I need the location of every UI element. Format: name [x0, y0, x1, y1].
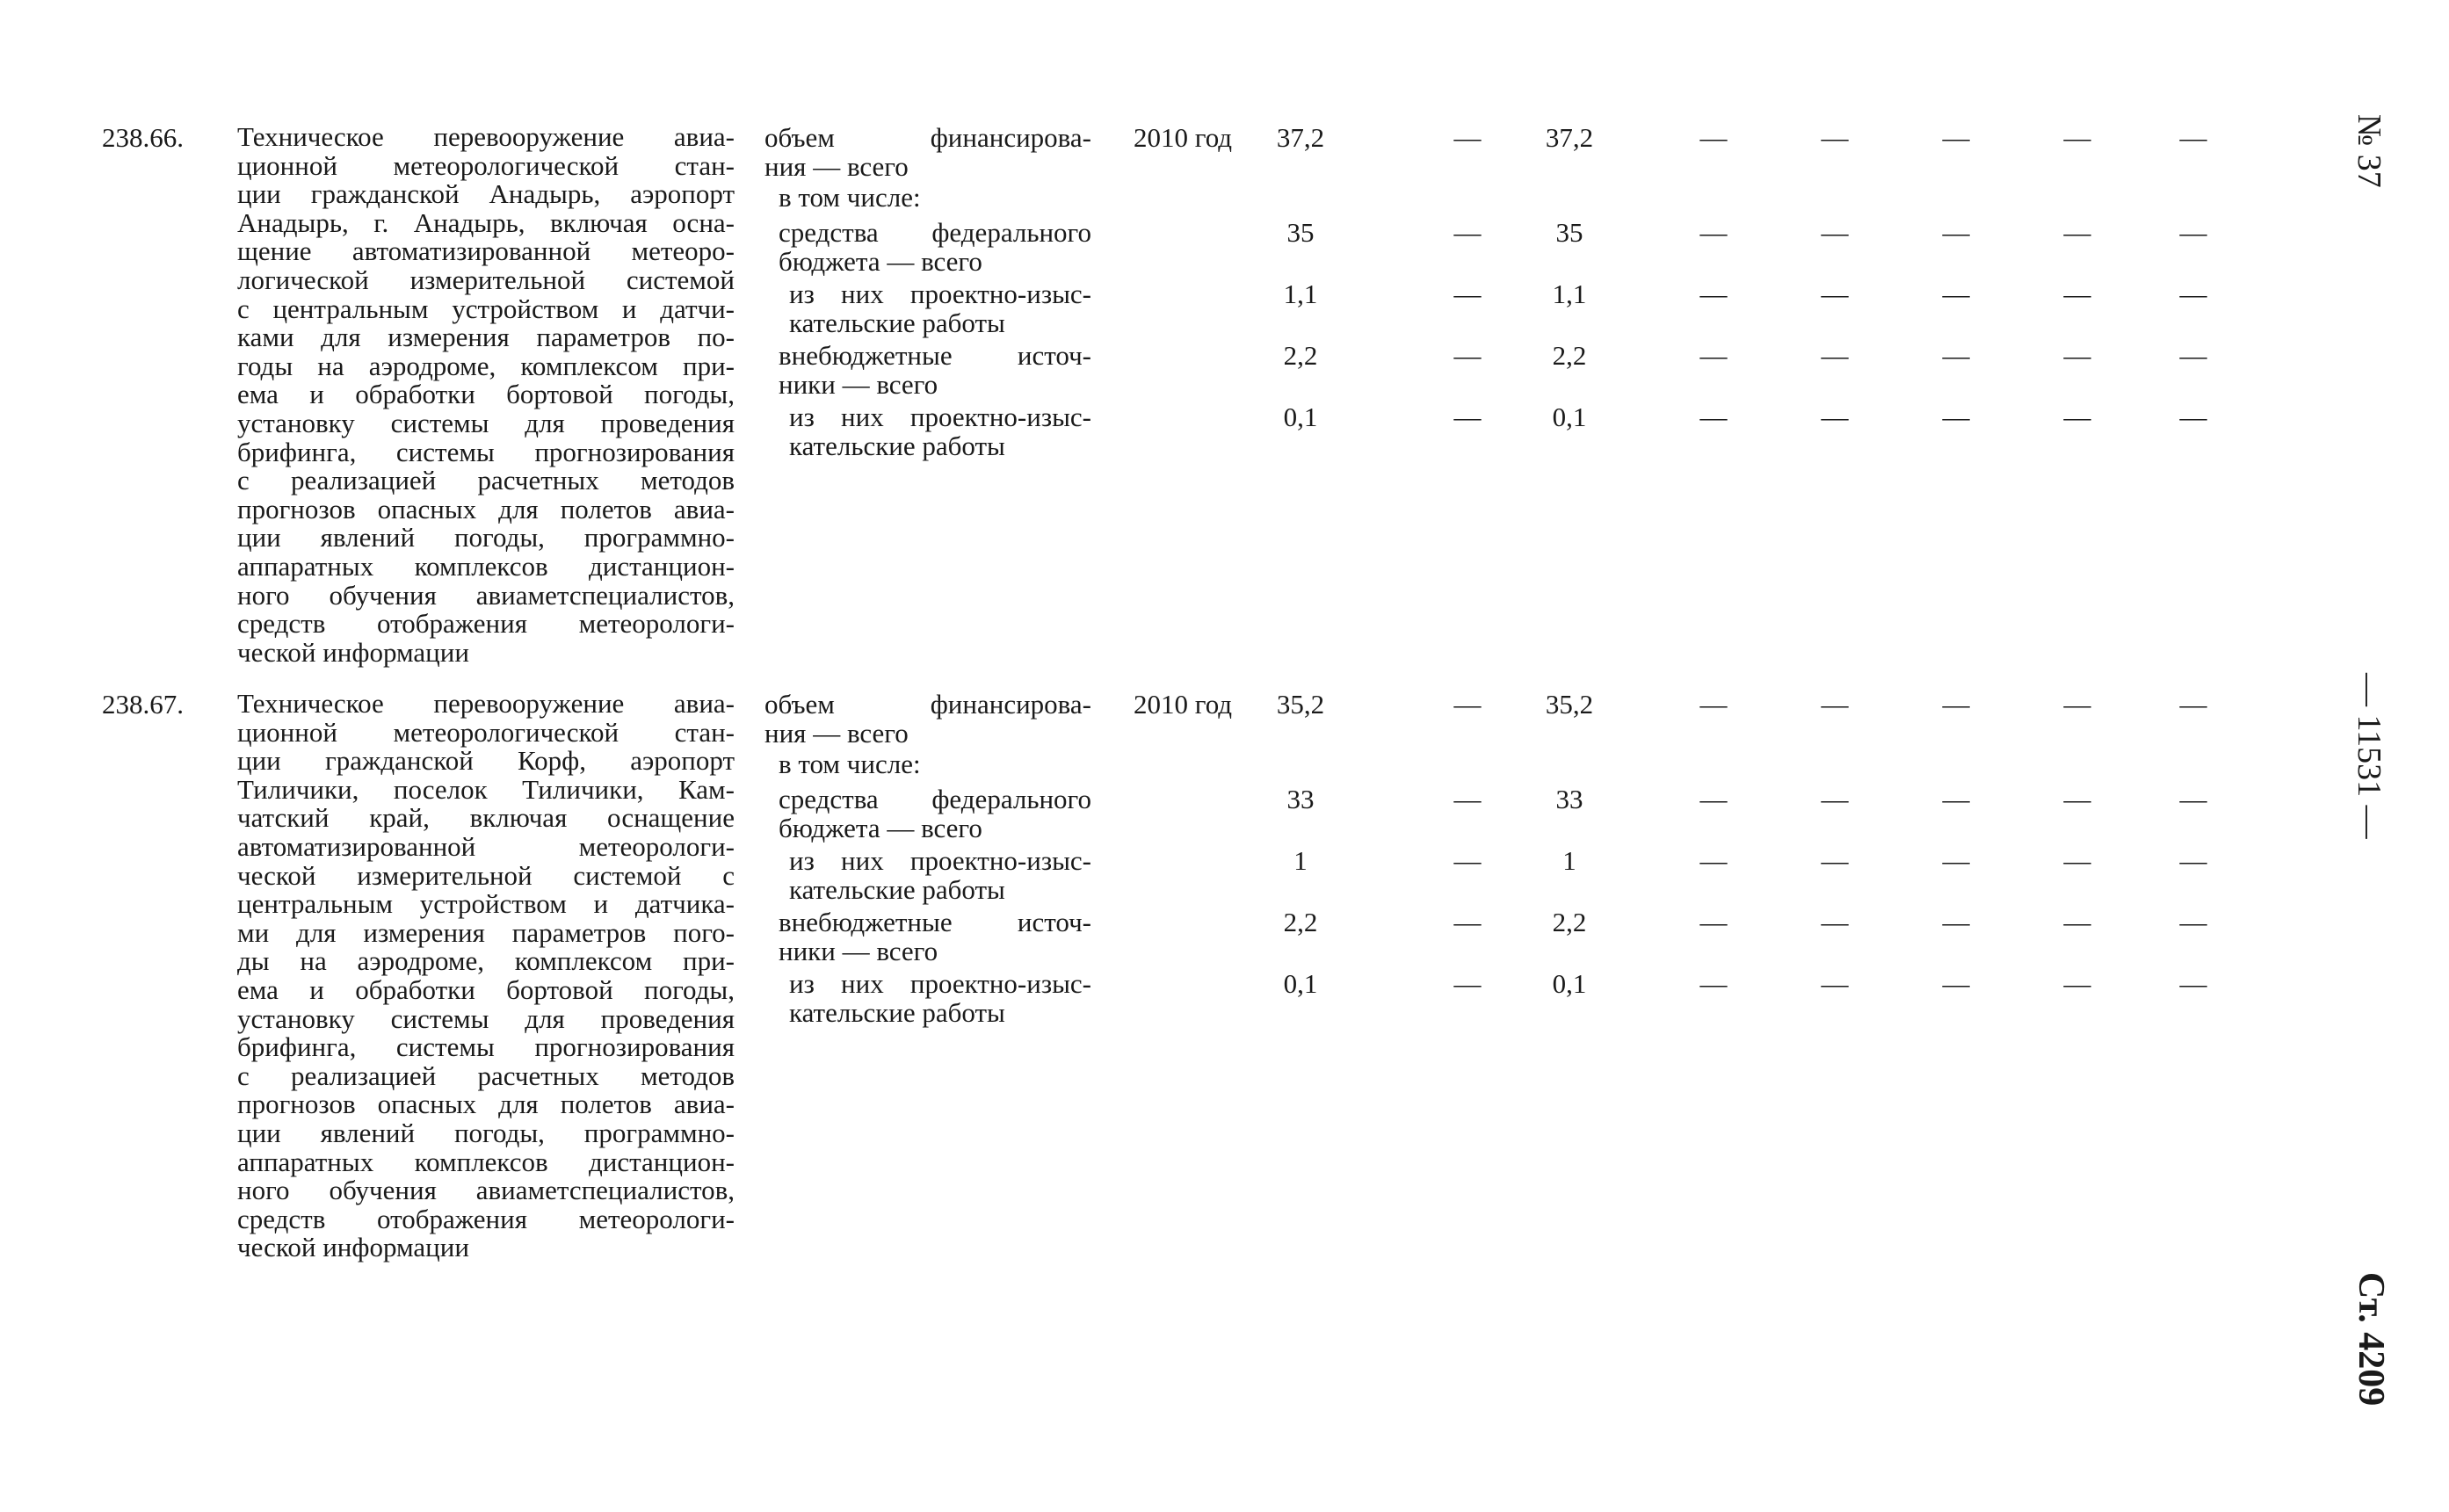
- description-line: ема и обработки бортовой погоды,: [237, 973, 735, 1005]
- description-line: ды на аэродроме, комплексом при-: [237, 945, 735, 977]
- dash-cell: —: [1453, 968, 1482, 999]
- dash-cell: —: [1821, 907, 1849, 937]
- description-line: чатский край, включая оснащение: [237, 802, 735, 834]
- value-cell: 33: [1286, 784, 1315, 814]
- description-line: ного обучения авиаметспециалистов,: [237, 1175, 735, 1206]
- financing-label-line: из них проектно-изыс-: [789, 279, 1091, 309]
- financing-label-line: ники — всего: [779, 936, 938, 966]
- dash-cell: —: [1942, 402, 1970, 432]
- dash-cell: —: [2063, 845, 2091, 876]
- dash-cell: —: [1942, 784, 1970, 814]
- value-cell: 0,1: [1552, 968, 1587, 999]
- dash-cell: —: [1821, 122, 1849, 153]
- dash-cell: —: [1942, 907, 1970, 937]
- financing-label-line: в том числе:: [779, 182, 921, 213]
- dash-cell: —: [1821, 968, 1849, 999]
- value-cell: 33: [1555, 784, 1583, 814]
- description-line: логической измерительной системой: [237, 264, 735, 295]
- dash-cell: —: [2063, 402, 2091, 432]
- description-line: ции гражданской Корф, аэропорт: [237, 745, 735, 777]
- description-line: установку системы для проведения: [237, 407, 735, 438]
- financing-label-line: ния — всего: [764, 151, 909, 182]
- description-line: автоматизированной метеорологи-: [237, 830, 735, 862]
- description-line: ции явлений погоды, программно-: [237, 522, 735, 553]
- value-cell: 35,2: [1545, 689, 1594, 720]
- dash-cell: —: [1821, 279, 1849, 309]
- dash-cell: —: [1821, 689, 1849, 720]
- financing-label-line: кательские работы: [789, 307, 1005, 338]
- entry-description: [237, 690, 735, 1262]
- description-line: ного обучения авиаметспециалистов,: [237, 579, 735, 611]
- dash-cell: —: [2063, 217, 2091, 248]
- financing-label: [779, 341, 1091, 399]
- description-line: ческой измерительной системой с: [237, 859, 735, 891]
- dash-cell: —: [1453, 784, 1482, 814]
- value-cell: 2,2: [1552, 907, 1587, 937]
- dash-cell: —: [1942, 340, 1970, 371]
- dash-cell: —: [1699, 402, 1728, 432]
- description-line: прогнозов опасных для полетов авиа-: [237, 493, 735, 524]
- description-line: с центральным устройством и датчи-: [237, 293, 735, 324]
- value-cell: 37,2: [1545, 122, 1594, 153]
- dash-cell: —: [2063, 122, 2091, 153]
- entry-description: [237, 123, 735, 667]
- dash-cell: —: [2063, 968, 2091, 999]
- dash-cell: —: [1453, 845, 1482, 876]
- description-line: Анадырь, г. Анадырь, включая осна-: [237, 206, 735, 238]
- financing-label-line: ники — всего: [779, 369, 938, 400]
- dash-cell: —: [2179, 279, 2207, 309]
- financing-label-line: средства федерального: [779, 217, 1091, 248]
- dash-cell: —: [1699, 907, 1728, 937]
- dash-cell: —: [2179, 340, 2207, 371]
- description-line: ции гражданской Анадырь, аэропорт: [237, 178, 735, 210]
- dash-cell: —: [2179, 689, 2207, 720]
- dash-cell: —: [1821, 340, 1849, 371]
- description-line: ема и обработки бортовой погоды,: [237, 379, 735, 410]
- financing-label-line: средства федерального: [779, 784, 1091, 814]
- value-cell: 0,1: [1283, 402, 1318, 432]
- financing-label: [789, 402, 1091, 460]
- dash-cell: —: [2063, 784, 2091, 814]
- financing-label: [789, 969, 1091, 1027]
- value-cell: 1: [1293, 845, 1308, 876]
- dash-cell: —: [1821, 217, 1849, 248]
- dash-cell: —: [1699, 968, 1728, 999]
- description-line: установку системы для проведения: [237, 1002, 735, 1034]
- value-cell: 37,2: [1276, 122, 1325, 153]
- dash-cell: —: [1699, 845, 1728, 876]
- dash-cell: —: [2179, 122, 2207, 153]
- dash-cell: —: [2063, 279, 2091, 309]
- entry-number: 238.66.: [102, 122, 184, 153]
- description-line: прогнозов опасных для полетов авиа-: [237, 1089, 735, 1120]
- financing-label: [779, 749, 1105, 778]
- dash-cell: —: [2179, 907, 2207, 937]
- dash-cell: —: [2179, 968, 2207, 999]
- description-line: центральным устройством и датчика-: [237, 888, 735, 920]
- dash-cell: —: [1699, 784, 1728, 814]
- dash-cell: —: [1942, 279, 1970, 309]
- issue-number: № 37: [2351, 114, 2387, 188]
- financing-label-line: кательские работы: [789, 430, 1005, 461]
- dash-cell: —: [1821, 402, 1849, 432]
- entry-number: 238.67.: [102, 689, 184, 720]
- dash-cell: —: [1453, 689, 1482, 720]
- value-cell: 1: [1562, 845, 1576, 876]
- dash-cell: —: [1453, 340, 1482, 371]
- dash-cell: —: [1821, 845, 1849, 876]
- financing-label-line: внебюджетные источ-: [779, 340, 1091, 371]
- description-line: с реализацией расчетных методов: [237, 465, 735, 496]
- value-cell: 1,1: [1283, 279, 1318, 309]
- value-cell: 0,1: [1283, 968, 1318, 999]
- description-line: средств отображения метеорологи-: [237, 608, 735, 640]
- value-cell: 1,1: [1552, 279, 1587, 309]
- dash-cell: —: [1942, 689, 1970, 720]
- description-line: с реализацией расчетных методов: [237, 1060, 735, 1091]
- financing-label-line: кательские работы: [789, 874, 1005, 905]
- dash-cell: —: [1453, 907, 1482, 937]
- description-line: Тиличики, поселок Тиличики, Кам-: [237, 773, 735, 805]
- description-line: щение автоматизированной метеоро-: [237, 235, 735, 267]
- dash-cell: —: [1942, 122, 1970, 153]
- description-line: ками для измерения параметров по-: [237, 322, 735, 353]
- dash-cell: —: [2179, 402, 2207, 432]
- value-cell: 2,2: [1552, 340, 1587, 371]
- financing-label: [764, 690, 1091, 748]
- description-line: ческой информации: [237, 1232, 469, 1263]
- financing-label: [789, 846, 1091, 904]
- financing-label-line: бюджета — всего: [779, 813, 982, 843]
- dash-cell: —: [2179, 845, 2207, 876]
- description-line: Техническое перевооружение авиа-: [237, 688, 735, 719]
- dash-cell: —: [2179, 784, 2207, 814]
- dash-cell: —: [1821, 784, 1849, 814]
- article-number: Ст. 4209: [2351, 1272, 2391, 1407]
- financing-label: [779, 218, 1091, 276]
- description-line: брифинга, системы прогнозирования: [237, 1031, 735, 1063]
- description-line: годы на аэродроме, комплексом при-: [237, 350, 735, 381]
- description-line: ческой информации: [237, 636, 469, 668]
- dash-cell: —: [1453, 279, 1482, 309]
- dash-cell: —: [2063, 340, 2091, 371]
- entry-year: 2010 год: [1134, 689, 1233, 720]
- value-cell: 35,2: [1276, 689, 1325, 720]
- financing-label: [764, 123, 1091, 181]
- dash-cell: —: [1453, 402, 1482, 432]
- financing-label: [779, 785, 1091, 843]
- financing-label-line: бюджета — всего: [779, 246, 982, 277]
- dash-cell: —: [2063, 689, 2091, 720]
- value-cell: 2,2: [1283, 907, 1318, 937]
- description-line: Техническое перевооружение авиа-: [237, 121, 735, 152]
- dash-cell: —: [1942, 968, 1970, 999]
- dash-cell: —: [2063, 907, 2091, 937]
- description-line: ционной метеорологической стан-: [237, 149, 735, 181]
- entry-year: 2010 год: [1134, 122, 1233, 153]
- description-line: ми для измерения параметров пого-: [237, 916, 735, 948]
- financing-label-line: из них проектно-изыс-: [789, 402, 1091, 432]
- dash-cell: —: [1453, 217, 1482, 248]
- financing-label-line: объем финансирова-: [764, 689, 1091, 720]
- description-line: брифинга, системы прогнозирования: [237, 436, 735, 467]
- financing-label-line: в том числе:: [779, 749, 921, 779]
- value-cell: 0,1: [1552, 402, 1587, 432]
- description-line: аппаратных комплексов дистанцион-: [237, 550, 735, 582]
- dash-cell: —: [1699, 122, 1728, 153]
- dash-cell: —: [1942, 845, 1970, 876]
- value-cell: 2,2: [1283, 340, 1318, 371]
- page-range: — 11531 —: [2351, 673, 2387, 839]
- dash-cell: —: [1453, 122, 1482, 153]
- dash-cell: —: [1942, 217, 1970, 248]
- dash-cell: —: [1699, 217, 1728, 248]
- description-line: ции явлений погоды, программно-: [237, 1117, 735, 1148]
- description-line: ционной метеорологической стан-: [237, 716, 735, 748]
- dash-cell: —: [1699, 340, 1728, 371]
- value-cell: 35: [1555, 217, 1583, 248]
- financing-label-line: ния — всего: [764, 718, 909, 749]
- financing-label: [779, 183, 1105, 212]
- financing-label-line: внебюджетные источ-: [779, 907, 1091, 937]
- dash-cell: —: [2179, 217, 2207, 248]
- financing-label-line: кательские работы: [789, 997, 1005, 1028]
- dash-cell: —: [1699, 279, 1728, 309]
- dash-cell: —: [1699, 689, 1728, 720]
- financing-label-line: из них проектно-изыс-: [789, 845, 1091, 876]
- financing-label-line: из них проектно-изыс-: [789, 968, 1091, 999]
- financing-label: [779, 908, 1091, 966]
- description-line: аппаратных комплексов дистанцион-: [237, 1146, 735, 1177]
- value-cell: 35: [1286, 217, 1315, 248]
- financing-label-line: объем финансирова-: [764, 122, 1091, 153]
- financing-label: [789, 279, 1091, 337]
- description-line: средств отображения метеорологи-: [237, 1203, 735, 1234]
